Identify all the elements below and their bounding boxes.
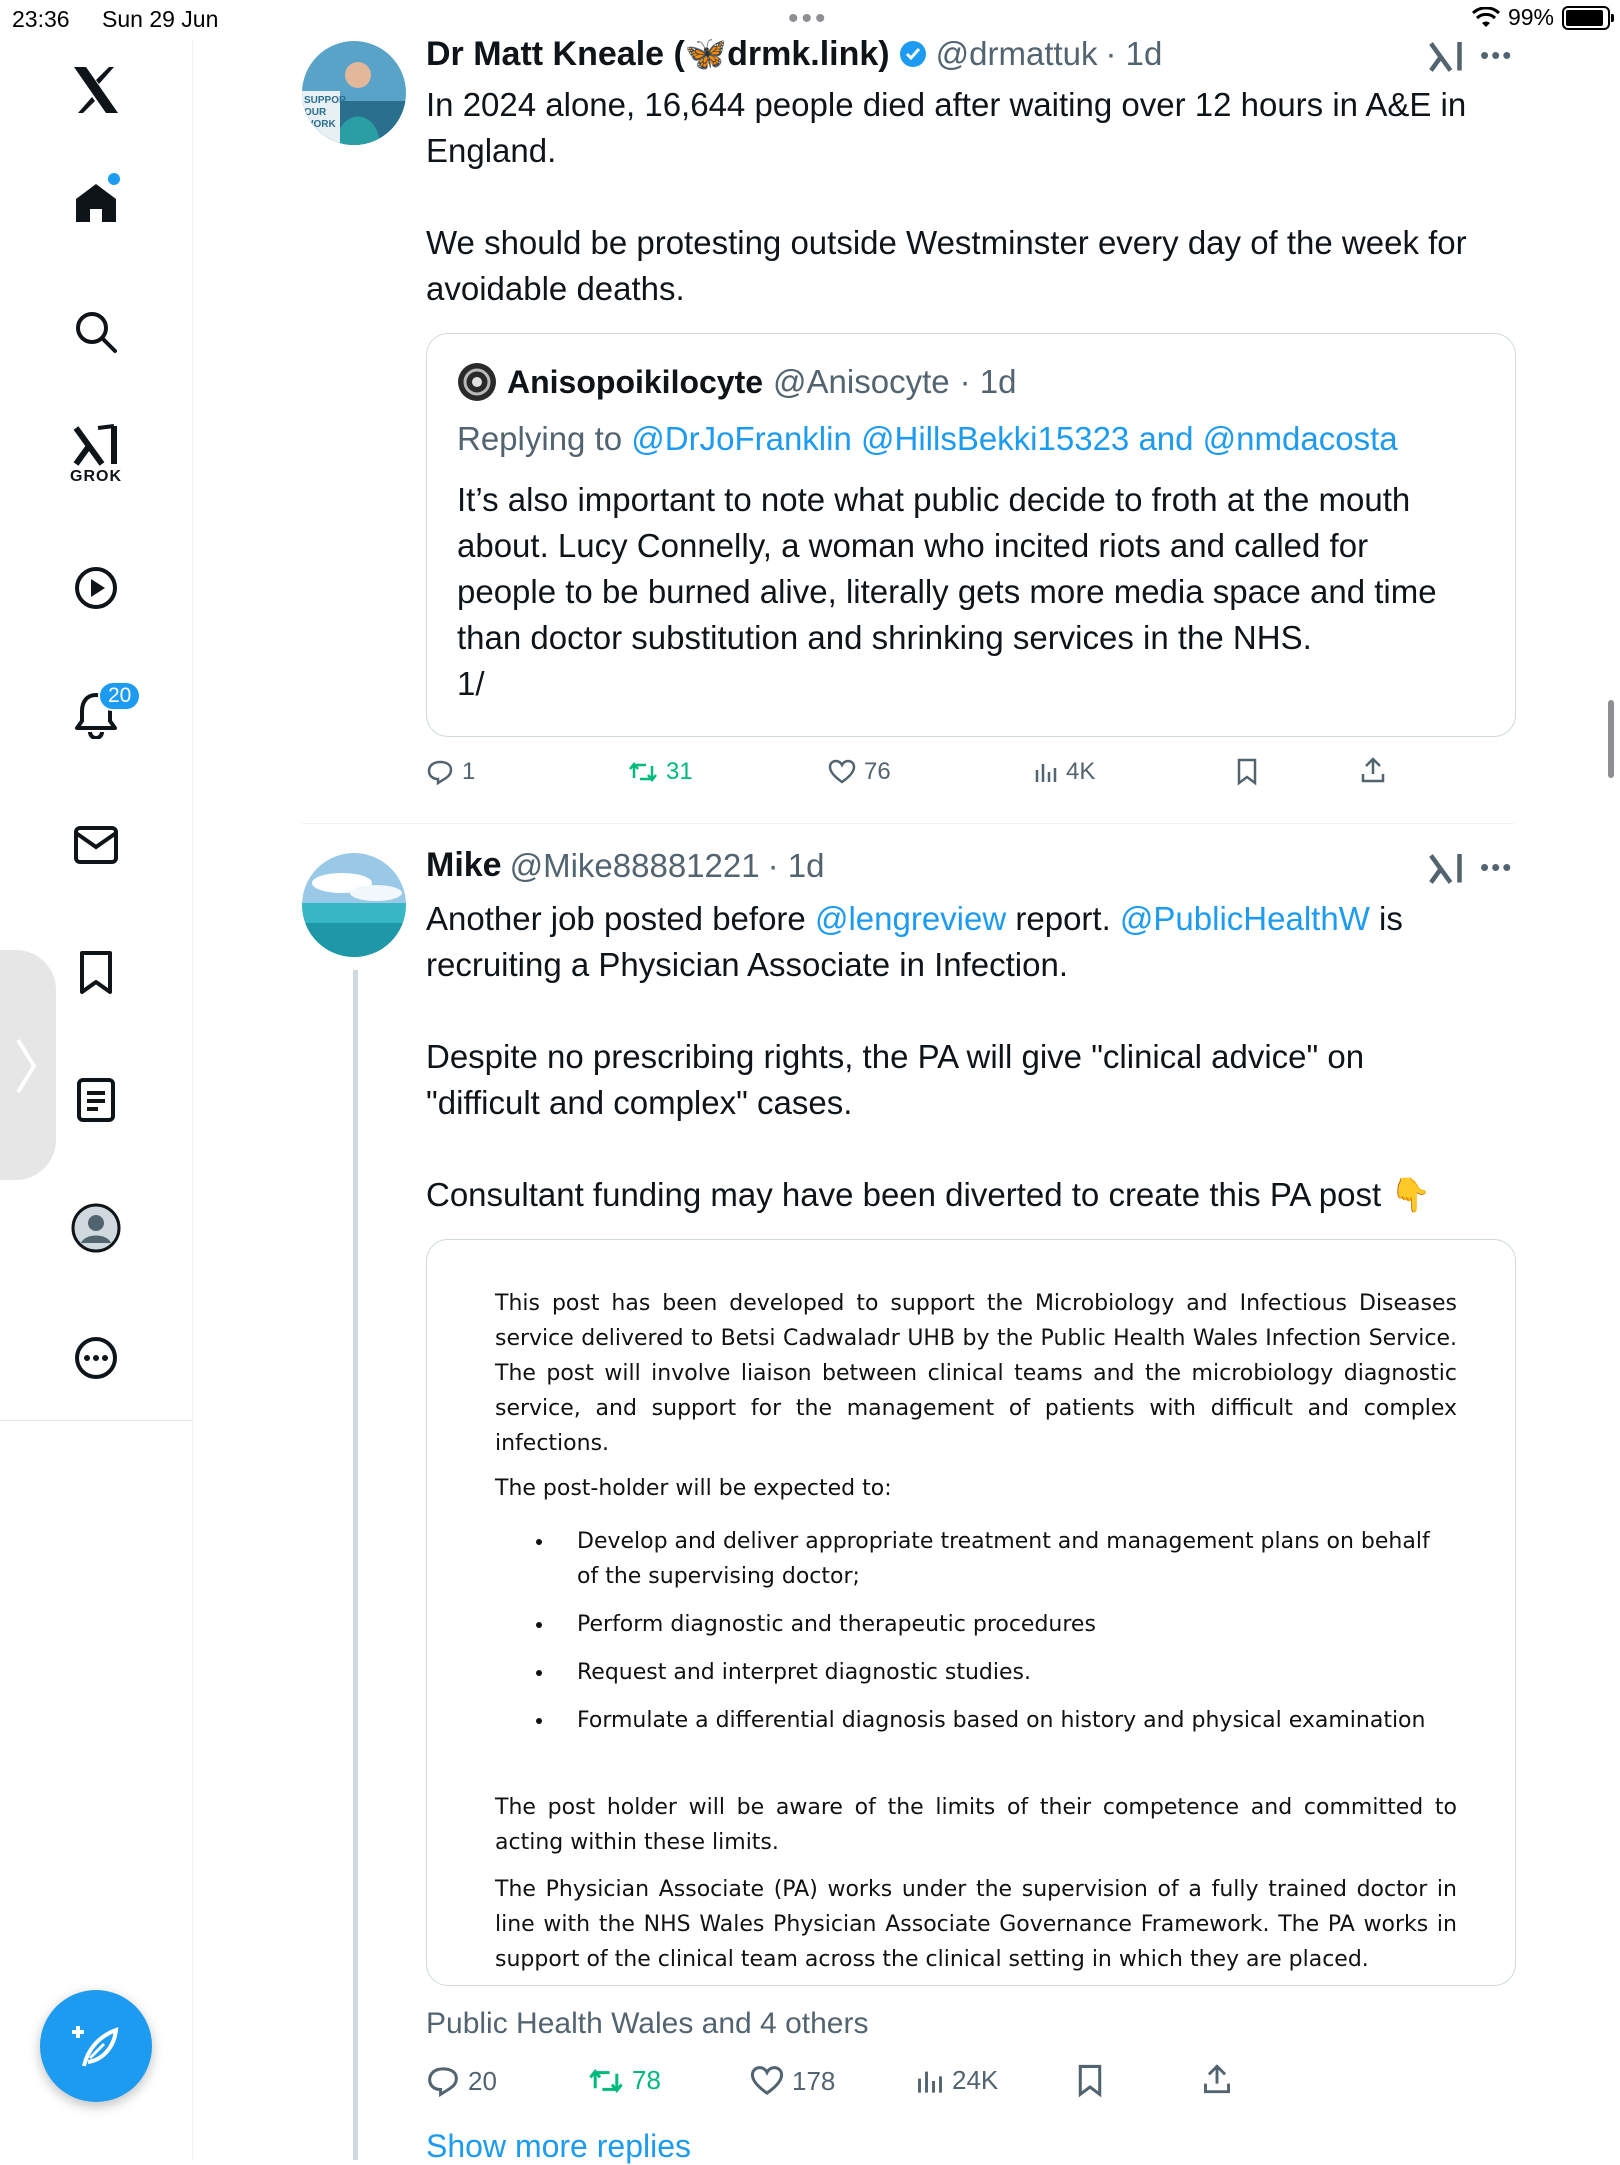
bookmark-icon [78,950,114,996]
tweet2-text-part: report. [1006,900,1120,937]
tweet1-reply-count: 1 [462,758,476,785]
tweet1-more-icon[interactable]: ••• [1480,40,1514,70]
status-time: 23:36 [12,6,70,32]
tweet2-repost-count: 78 [632,2065,661,2095]
doc-expected: The post-holder will be expected to: [495,1476,892,1501]
pointing-down-emoji: 👇 [1390,1176,1432,1213]
status-indicators [1472,4,1610,31]
tweet2-text-part: Another job posted before [426,900,815,937]
tweet2-reply-count: 20 [468,2065,497,2096]
sidebar-item-messages[interactable] [56,805,136,885]
multitasking-dots-icon[interactable]: ••• [788,2,829,35]
views-chart-icon [916,2066,944,2096]
quote-replying-to [457,420,1398,458]
tweet1-header [426,34,1162,74]
sidebar-item-bookmarks[interactable] [56,933,136,1013]
tweet2-text-part: is [1369,900,1403,937]
repost-icon [628,760,658,784]
mail-icon [73,825,119,865]
tweet1-reply-button[interactable] [426,758,475,786]
home-unread-dot [108,173,120,185]
grok-icon [72,424,120,468]
tweet2-handle[interactable]: @Mike88881221 [509,846,760,884]
sidebar-item-search[interactable] [56,292,136,372]
sidebar-item-more[interactable] [56,1318,136,1398]
tweet1-repost-button[interactable] [628,758,693,786]
heart-icon [750,2065,784,2097]
job-description-image [495,1286,1457,1977]
tweet1-time[interactable]: · 1d [1105,35,1163,72]
tweet2-repost-button[interactable] [588,2065,661,2096]
tweet1-repost-count: 31 [666,758,693,785]
tweet1-bookmark-icon[interactable] [1236,758,1258,786]
wifi-icon [1472,7,1500,29]
tweet2-reply-button[interactable] [426,2065,497,2097]
compose-feather-icon [70,2020,122,2072]
grok-explain-icon[interactable] [1428,40,1464,74]
tweet1-views-button[interactable] [1034,758,1095,786]
tweet1-share-icon[interactable] [1360,756,1386,784]
tweet2-text [426,896,1526,1218]
thread-line [353,970,358,2160]
compose-post-button[interactable] [40,1990,152,2102]
tweet2-view-count: 24K [952,2065,999,2095]
quote-text: It’s also important to note what public decide to froth at the mouth about. Lucy Connelly, a woman who incited riots and called for people to be burned alive, literally gets more media space and time than doctor substitution and shrinking services in the NHS. 1/ [457,481,1437,702]
sidebar-item-home[interactable] [56,163,136,243]
tweet1-view-count: 4K [1066,758,1096,785]
tweet1-handle[interactable]: @drmattuk [935,35,1098,72]
tweet2-paragraph-3: Consultant funding may have been diverted to create this PA post [426,1176,1382,1213]
battery-percent: 99% [1507,4,1554,30]
scrollbar-thumb[interactable] [1608,700,1614,778]
sidebar-item-notifications[interactable] [56,675,136,755]
sidebar-item-grok[interactable] [56,415,136,495]
tweet1-text: In 2024 alone, 16,644 people died after waiting over 12 hours in A&E in England. We should be protesting outside Westminster every day of the week for avoidable deaths. [426,86,1467,307]
tweet2-share-icon[interactable] [1202,2062,1232,2096]
play-icon [73,565,119,611]
profile-avatar-icon [71,1203,121,1253]
doc-bullet: • Perform diagnostic and therapeutic procedures [555,1607,1457,1642]
list-icon [76,1077,116,1123]
tweet2-more-icon[interactable]: ••• [1480,852,1514,882]
grok-label: GROK [70,468,122,485]
tweet2-text-part: recruiting a Physician Associate in Infection. [426,946,1069,983]
heart-icon [828,759,856,785]
sidebar-item-lists[interactable] [56,1060,136,1140]
tagged-users-link[interactable]: Public Health Wales and 4 others [426,2007,869,2040]
quote-author-name[interactable]: Anisopoikilocyte [507,363,764,400]
quote-author-avatar[interactable] [457,362,497,402]
show-more-replies-link[interactable]: Show more replies [426,2128,691,2164]
tweet2-views-button[interactable] [916,2065,998,2096]
views-chart-icon [1034,760,1058,784]
attached-image-card[interactable] [426,1239,1516,1986]
status-date: Sun 29 Jun [102,6,219,32]
doc-intro: This post has been developed to support the Microbiology and Infectious Diseases service delivered to Betsi Cadwaladr UHB by the Public Health Wales Infection Service. The post will involve liaison between clinical teams and the microbiology diagnostic service, and support for the management of patients with difficult and complex infections. [495,1291,1457,1456]
svg-text:WORK: WORK [304,119,336,130]
reply-icon [426,759,454,785]
tweet2-time[interactable]: · 1d [767,846,825,884]
more-circle-icon [73,1335,119,1381]
tweet1-like-count: 76 [864,758,891,785]
tweet2-paragraph-2: Despite no prescribing rights, the PA will give "clinical advice" on "difficult and complex" cases. [426,1038,1365,1121]
tweet2-like-button[interactable] [750,2065,835,2097]
avatar-drmattuk[interactable] [302,41,406,145]
svg-text:SUPPOR: SUPPOR [304,95,347,106]
notifications-badge: 20 [98,681,141,711]
x-logo-icon[interactable] [56,50,136,130]
doc-bullet: • Request and interpret diagnostic studies. [555,1655,1457,1690]
doc-supervision: The Physician Associate (PA) works under the supervision of a fully trained doctor in line with the NHS Wales Physician Associate Governance Framework. The PA works in support of the clinical team across the clinical setting in which they are placed. [495,1877,1457,1972]
quote-handle[interactable]: @Anisocyte [773,363,950,400]
tweet2-bookmark-icon[interactable] [1076,2064,1104,2098]
doc-bullet: • Develop and deliver appropriate treatment and management plans on behalf of the supervising doctor; [555,1524,1457,1594]
tweet1-like-button[interactable] [828,758,891,786]
search-icon [73,309,119,355]
quote-header [457,362,1017,402]
reply-icon [426,2065,460,2097]
quote-time: · 1d [959,363,1017,400]
doc-bullet: • Formulate a differential diagnosis based on history and physical examination [555,1703,1457,1738]
tweet2-author-name[interactable]: Mike [426,846,502,884]
doc-bullets [495,1524,1457,1738]
replying-users-link[interactable]: @DrJoFranklin @HillsBekki15323 and @nmdacosta [631,420,1398,457]
home-icon [72,179,120,227]
battery-icon [1562,6,1610,30]
repost-icon [588,2066,624,2096]
mention-publichealthw[interactable]: @PublicHealthW [1119,900,1370,937]
tweet1-author-name[interactable]: Dr Matt Kneale (🦋drmk.link) [426,35,890,73]
sidebar-expand-handle[interactable] [0,950,56,1180]
grok-explain-icon[interactable] [1428,852,1464,886]
tweet-divider [302,823,1514,824]
sidebar-item-profile[interactable] [56,1188,136,1268]
quoted-tweet-card[interactable] [426,333,1516,737]
tweet2-like-count: 178 [792,2065,836,2096]
chevron-right-icon [14,1036,38,1096]
verified-badge-icon [898,39,928,69]
avatar-mike[interactable] [302,853,406,957]
svg-text:OUR: OUR [304,107,327,118]
sidebar-divider [0,1420,192,1421]
sidebar-item-videos[interactable] [56,548,136,628]
doc-limits: The post holder will be aware of the limits of their competence and committed to acting within these limits. [495,1795,1457,1855]
tweet2-header [426,846,824,885]
mention-lengreview[interactable]: @lengreview [814,900,1007,937]
replying-prefix: Replying to [457,420,623,457]
